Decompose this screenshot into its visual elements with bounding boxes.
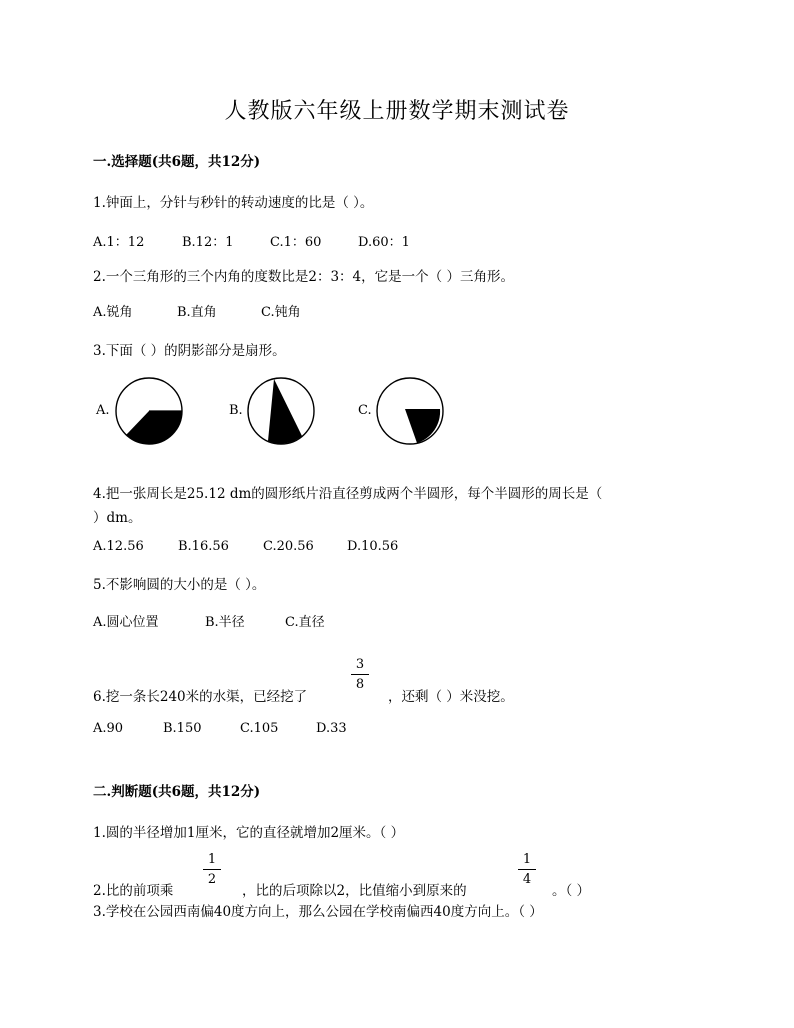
- option-d: D.10.56: [347, 539, 399, 554]
- question-6-text-after: ，还剩（ ）米没挖。: [388, 689, 514, 705]
- option-d: D.33: [316, 721, 347, 736]
- question-2: 2.一个三角形的三个内角的度数比是2：3：4，它是一个（ ）三角形。: [93, 269, 514, 285]
- option-b: B.16.56: [178, 539, 229, 554]
- judgment-question-3: 3.学校在公园西南偏40度方向上，那么公园在学校南偏西40度方向上。（ ）: [93, 904, 543, 920]
- fraction-numerator: 1: [522, 852, 532, 867]
- page-title: 人教版六年级上册数学期末测试卷: [224, 99, 570, 124]
- figure-a-label: A.: [96, 403, 110, 418]
- section-heading-judgment: 二.判断题(共6题，共12分): [93, 784, 261, 800]
- question-1: 1.钟面上，分针与秒针的转动速度的比是（ ）。: [93, 195, 374, 211]
- option-a: A.90: [93, 721, 124, 736]
- question-2-options: [93, 301, 301, 320]
- judgment-question-2-text-middle: ，比的后项除以2，比值缩小到原来的: [242, 883, 467, 899]
- fraction-bar: [351, 674, 369, 675]
- question-4-options: [93, 539, 398, 554]
- option-b: B.12：1: [182, 235, 234, 250]
- figure-b-circle: [246, 376, 316, 446]
- figure-c-circle: [375, 376, 445, 446]
- question-5-options: [93, 611, 325, 630]
- judgment-question-2-fraction-2: [517, 852, 537, 887]
- question-3: 3.下面（ ）的阴影部分是扇形。: [93, 343, 286, 359]
- judgment-question-2-text-after: 。（ ）: [552, 883, 591, 899]
- judgment-question-2-text-before: 2.比的前项乘: [93, 883, 174, 899]
- option-a: A.锐角: [93, 305, 133, 320]
- section-heading-choice: 一.选择题(共6题，共12分): [93, 154, 261, 170]
- option-c: C.20.56: [263, 539, 314, 554]
- option-b: B.直角: [177, 305, 217, 320]
- option-a: A.1：12: [93, 235, 145, 250]
- option-c: C.钝角: [261, 305, 301, 320]
- fraction-denominator: 2: [207, 872, 217, 887]
- question-6-fraction: [350, 657, 370, 692]
- question-4-line-1: 4.把一张周长是25.12 dm的圆形纸片沿直径剪成两个半圆形，每个半圆形的周长是（: [93, 486, 603, 502]
- option-c: C.直径: [285, 615, 325, 630]
- judgment-question-2-fraction-1: [202, 852, 222, 887]
- option-c: C.105: [240, 721, 279, 736]
- option-c: C.1：60: [270, 235, 322, 250]
- fraction-numerator: 3: [355, 657, 365, 672]
- question-6-options: [93, 721, 347, 736]
- judgment-question-1: 1.圆的半径增加1厘米，它的直径就增加2厘米。（ ）: [93, 825, 405, 841]
- figure-a-circle: [114, 376, 184, 446]
- question-4-line-2: ）dm。: [93, 510, 142, 526]
- question-1-options: [93, 231, 410, 250]
- figure-b-label: B.: [229, 403, 243, 418]
- question-5: 5.不影响圆的大小的是（ ）。: [93, 577, 266, 593]
- fraction-numerator: 1: [207, 852, 217, 867]
- fraction-bar: [518, 869, 536, 870]
- option-b: B.半径: [205, 615, 245, 630]
- question-6-text-before: 6.挖一条长240米的水渠，已经挖了: [93, 689, 308, 705]
- option-b: B.150: [163, 721, 202, 736]
- option-a: A.圆心位置: [93, 615, 159, 630]
- fraction-denominator: 4: [522, 872, 532, 887]
- option-d: D.60：1: [358, 235, 410, 250]
- fraction-bar: [203, 869, 221, 870]
- option-a: A.12.56: [93, 539, 144, 554]
- fraction-denominator: 8: [355, 677, 365, 692]
- figure-c-label: C.: [358, 403, 372, 418]
